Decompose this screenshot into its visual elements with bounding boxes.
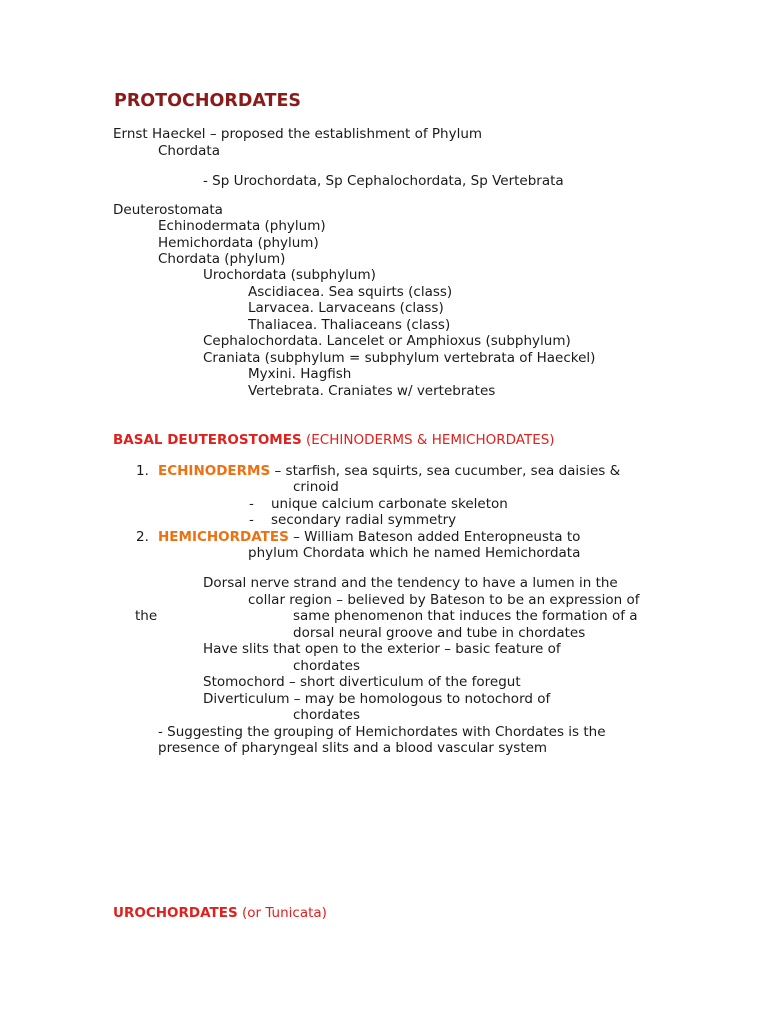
item-2-term: HEMICHORDATES	[158, 529, 289, 545]
item-1-number: 1.	[136, 463, 149, 479]
item-2-text: – William Bateson added Enteropneusta to	[293, 529, 581, 545]
note-diverticulum-2: chordates	[293, 707, 361, 723]
tree-deuterostomata: Deuterostomata	[113, 202, 223, 218]
basal-heading-main: BASAL DEUTEROSTOMES	[113, 432, 302, 448]
note-dorsal-2: collar region – believed by Bateson to be an expression of	[248, 592, 640, 608]
bullet-2-text: secondary radial symmetry	[271, 512, 457, 528]
tree-vertebrata: Vertebrata. Craniates w/ vertebrates	[248, 383, 496, 399]
note-slits-2: chordates	[293, 658, 361, 674]
bullet-1-dash: -	[249, 496, 254, 512]
note-dorsal-3-prefix: the	[135, 608, 158, 624]
intro-line-1: Ernst Haeckel – proposed the establishment of Phylum	[113, 126, 483, 142]
basal-heading	[113, 432, 555, 449]
tree-chordata: Chordata (phylum)	[158, 251, 286, 267]
note-stomochord: Stomochord – short diverticulum of the foregut	[203, 674, 521, 690]
note-dorsal-1: Dorsal nerve strand and the tendency to have a lumen in the	[203, 575, 618, 591]
note-dorsal-3: same phenomenon that induces the formation of a	[293, 608, 638, 624]
note-slits-1: Have slits that open to the exterior – basic feature of	[203, 641, 561, 657]
uro-heading-main: UROCHORDATES	[113, 905, 238, 921]
note-suggest-1: - Suggesting the grouping of Hemichordates with Chordates is the	[158, 724, 606, 740]
uro-heading-paren: (or Tunicata)	[241, 905, 327, 921]
tree-thaliacea: Thaliacea. Thaliaceans (class)	[248, 317, 451, 333]
basal-heading-paren: (ECHINODERMS & HEMICHORDATES)	[306, 432, 555, 448]
item-1-line	[158, 463, 620, 480]
intro-line-2: Chordata	[158, 143, 220, 159]
bullet-2-dash: -	[249, 512, 254, 528]
item-2-continuation: phylum Chordata which he named Hemichordata	[248, 545, 581, 561]
item-2-line	[158, 529, 580, 546]
tree-cephalochordata: Cephalochordata. Lancelet or Amphioxus (subphylum)	[203, 333, 571, 349]
tree-hemichordata: Hemichordata (phylum)	[158, 235, 319, 251]
item-1-text: – starfish, sea squirts, sea cucumber, sea daisies &	[274, 463, 621, 479]
note-suggest-2: presence of pharyngeal slits and a blood vascular system	[158, 740, 548, 756]
tree-urochordata: Urochordata (subphylum)	[203, 267, 376, 283]
item-2-number: 2.	[136, 529, 149, 545]
tree-larvacea: Larvacea. Larvaceans (class)	[248, 300, 444, 316]
bullet-1-text: unique calcium carbonate skeleton	[271, 496, 508, 512]
note-diverticulum-1: Diverticulum – may be homologous to notochord of	[203, 691, 551, 707]
uro-heading	[113, 905, 327, 922]
tree-craniata: Craniata (subphylum = subphylum vertebrata of Haeckel)	[203, 350, 596, 366]
item-1-term: ECHINODERMS	[158, 463, 271, 479]
tree-ascidiacea: Ascidiacea. Sea squirts (class)	[248, 284, 453, 300]
page-title: PROTOCHORDATES	[114, 91, 302, 111]
note-dorsal-4: dorsal neural groove and tube in chordates	[293, 625, 586, 641]
item-1-continuation: crinoid	[293, 479, 339, 495]
tree-myxini: Myxini. Hagfish	[248, 366, 352, 382]
intro-subphyla: - Sp Urochordata, Sp Cephalochordata, Sp Vertebrata	[203, 173, 564, 189]
tree-echinodermata: Echinodermata (phylum)	[158, 218, 326, 234]
